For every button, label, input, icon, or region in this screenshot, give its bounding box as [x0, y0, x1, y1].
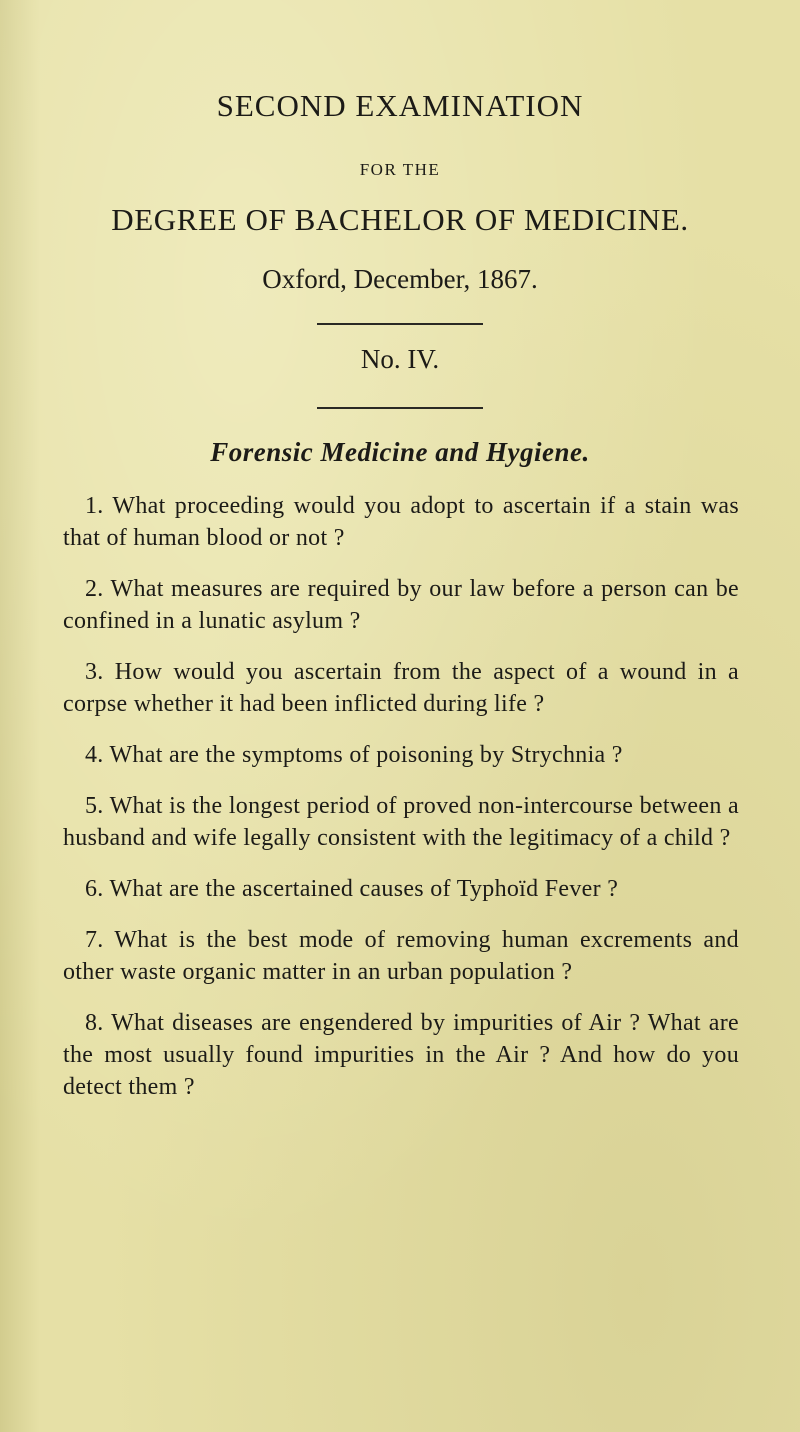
- question-item: [63, 573, 739, 637]
- question-list: [63, 490, 739, 1122]
- question-number: 1.: [85, 493, 104, 519]
- question-text: What measures are required by our law before a person can be confined in a lunatic asylum ?: [63, 576, 739, 634]
- question-text: What is the best mode of removing human excrements and other waste organic matter in an urban population ?: [63, 927, 739, 985]
- question-text: What are the symptoms of poisoning by Strychnia ?: [109, 742, 623, 768]
- question-number: 5.: [85, 793, 104, 819]
- exam-title: SECOND EXAMINATION: [216, 88, 584, 123]
- question-number: 2.: [85, 576, 104, 602]
- question-number: 7.: [85, 927, 104, 953]
- question-item: [63, 739, 739, 771]
- question-item: [63, 924, 739, 988]
- question-item: [63, 790, 739, 854]
- divider-top: [317, 323, 483, 325]
- subject-heading: Forensic Medicine and Hygiene.: [210, 437, 590, 467]
- question-text: What diseases are engendered by impurities of Air ? What are the most usually found impurities in the Air ? And how do you detect them ?: [63, 1010, 739, 1100]
- question-number: 8.: [85, 1010, 104, 1036]
- question-item: [63, 656, 739, 720]
- question-item: [63, 873, 739, 905]
- question-number: 6.: [85, 876, 104, 902]
- divider-bottom: [317, 407, 483, 409]
- degree-title: DEGREE OF BACHELOR OF MEDICINE.: [111, 202, 689, 237]
- question-number: 4.: [85, 742, 104, 768]
- question-text: What are the ascertained causes of Typhoïd Fever ?: [109, 876, 619, 902]
- paper-number: No. IV.: [360, 344, 440, 374]
- place-and-date: Oxford, December, 1867.: [262, 264, 538, 294]
- for-the-line: FOR THE: [359, 160, 441, 179]
- question-item: [63, 490, 739, 554]
- question-text: How would you ascertain from the aspect of a wound in a corpse whether it had been inflicted during life ?: [63, 659, 739, 717]
- question-text: What proceeding would you adopt to ascertain if a stain was that of human blood or not ?: [63, 493, 739, 551]
- question-text: What is the longest period of proved non-intercourse between a husband and wife legally consistent with the legitimacy of a child ?: [63, 793, 739, 851]
- question-number: 3.: [85, 659, 104, 685]
- question-item: [63, 1007, 739, 1103]
